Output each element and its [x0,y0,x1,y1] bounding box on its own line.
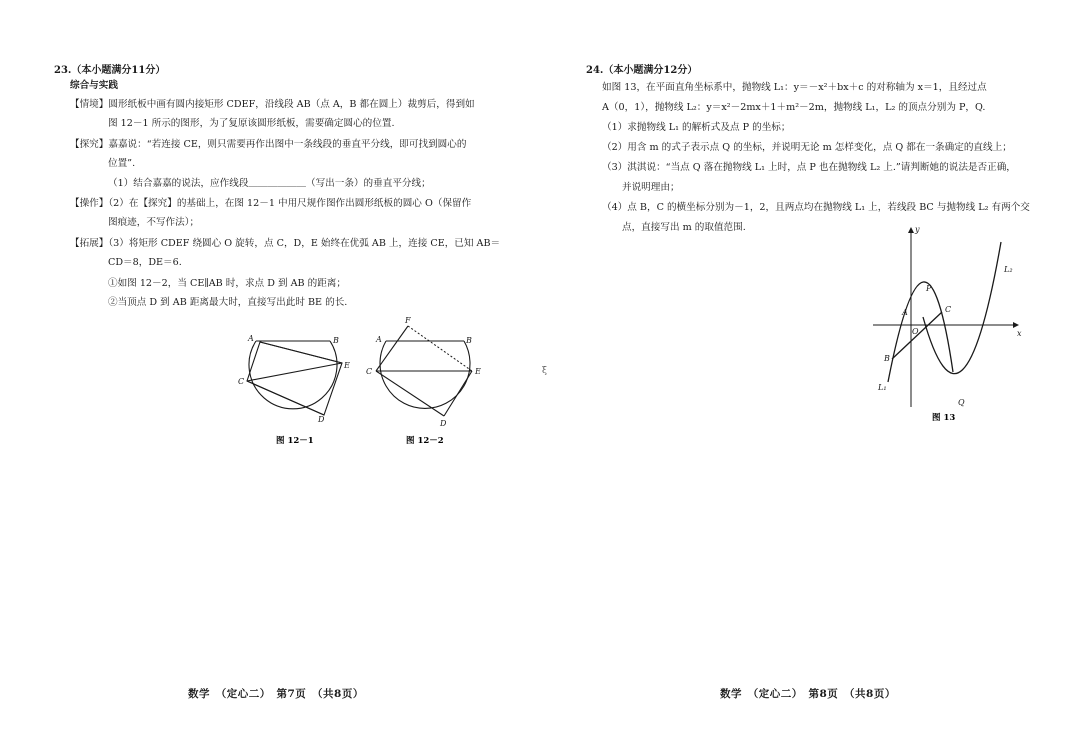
figure-13 [868,222,1028,426]
q24-part2: （2）用含 m 的式子表示点 Q 的坐标，并说明无论 m 怎样变化，点 Q 都在一条确定的直线上； [602,142,1012,153]
q23-part1: （1）结合嘉嘉的说法，应作线段＿＿＿＿＿＿（写出一条）的垂直平分线； [108,178,431,189]
fig13-label-P: P [926,284,932,293]
fig13-label-x: x [1017,329,1022,338]
figure-12-1 [230,328,360,448]
q23-extend-item2: ②当顶点 D 到 AB 距离最大时，直接写出此时 BE 的长. [108,297,348,308]
q23-title: 23.（本小题满分11分） [54,65,166,76]
fig1-caption: 图 12－1 [276,436,314,446]
footer-left: 数学 （定心二） 第7页 （共8页） [188,688,364,700]
fig2-label-E: E [475,367,481,376]
fig13-label-L2: L₂ [1004,265,1013,274]
fig1-label-E: E [344,361,350,370]
q24-part4-line1: （4）点 B，C 的横坐标分别为－1，2，且两点均在抛物线 L₁ 上，若线段 BC 与抛物线 L₂ 有两个交 [602,202,1030,213]
fig13-label-A: A [902,308,908,317]
fig13-label-Q: Q [958,398,965,407]
fig13-label-O: O [912,327,919,336]
fig2-label-F: F [405,316,411,325]
q23-extend-line2: CD＝8，DE＝6. [108,257,182,268]
gutter-mark: ξ [542,366,547,376]
q23-subtitle: 综合与实践 [70,80,118,91]
q23-explore-line2: 位置”. [108,158,136,169]
fig2-label-D: D [440,419,447,428]
figure-12-2 [362,314,492,448]
right-page [540,0,1080,743]
fig1-label-D: D [318,415,325,424]
fig13-label-L1: L₁ [878,383,887,392]
q23-extend-item1: ①如图 12－2，当 CE∥AB 时，求点 D 到 AB 的距离； [108,278,346,289]
q23-explore-line1: 【探究】嘉嘉说：“若连接 CE，则只需要再作出图中一条线段的垂直平分线，即可找到圆心的 [70,139,467,150]
fig2-label-B: B [466,336,472,345]
fig2-label-C: C [366,367,373,376]
q24-intro-line2: A（0，1），抛物线 L₂：y＝x²－2mx＋1＋m²－2m，抛物线 L₁，L₂ 的顶点分别为 P，Q. [602,102,986,113]
q23-operate-line2: 图痕迹，不写作法）； [108,217,200,228]
q24-part4-line2: 点，直接写出 m 的取值范围. [622,222,746,233]
fig13-label-C: C [945,305,952,314]
fig1-label-B: B [333,336,339,345]
fig13-label-y: y [915,225,920,234]
q24-part3-line2: 并说明理由； [622,182,680,193]
fig13-caption: 图 13 [932,413,956,423]
q23-operate-line1: 【操作】（2）在【探究】的基础上，在图 12－1 中用尺规作图作出圆形纸板的圆心 O（保留作 [70,198,472,209]
fig1-label-C: C [238,377,245,386]
q24-part1: （1）求抛物线 L₁ 的解析式及点 P 的坐标； [602,122,791,133]
q23-extend-line1: 【拓展】（3）将矩形 CDEF 绕圆心 O 旋转，点 C，D，E 始终在优弧 AB 上，连接 CE，已知 AB＝ [70,238,501,249]
footer-right: 数学 （定心二） 第8页 （共8页） [720,688,896,700]
fig13-label-B: B [884,354,890,363]
q23-situation-line2: 图 12－1 所示的图形，为了复原该圆形纸板，需要确定圆心的位置. [108,118,395,129]
q24-part3-line1: （3）淇淇说：“当点 Q 落在抛物线 L₁ 上时，点 P 也在抛物线 L₂ 上.”请判断她的说法是否正确， [602,162,1016,173]
fig2-caption: 图 12－2 [406,436,444,446]
fig2-label-A: A [376,335,382,344]
q23-situation-line1: 【情境】圆形纸板中画有圆内接矩形 CDEF，沿线段 AB（点 A，B 都在圆上）裁剪后，得到如 [70,99,475,110]
q24-title: 24.（本小题满分12分） [586,65,698,76]
fig1-label-A: A [248,334,254,343]
q24-intro-line1: 如图 13，在平面直角坐标系中，抛物线 L₁：y＝－x²＋bx＋c 的对称轴为 x＝1，且经过点 [602,82,987,93]
